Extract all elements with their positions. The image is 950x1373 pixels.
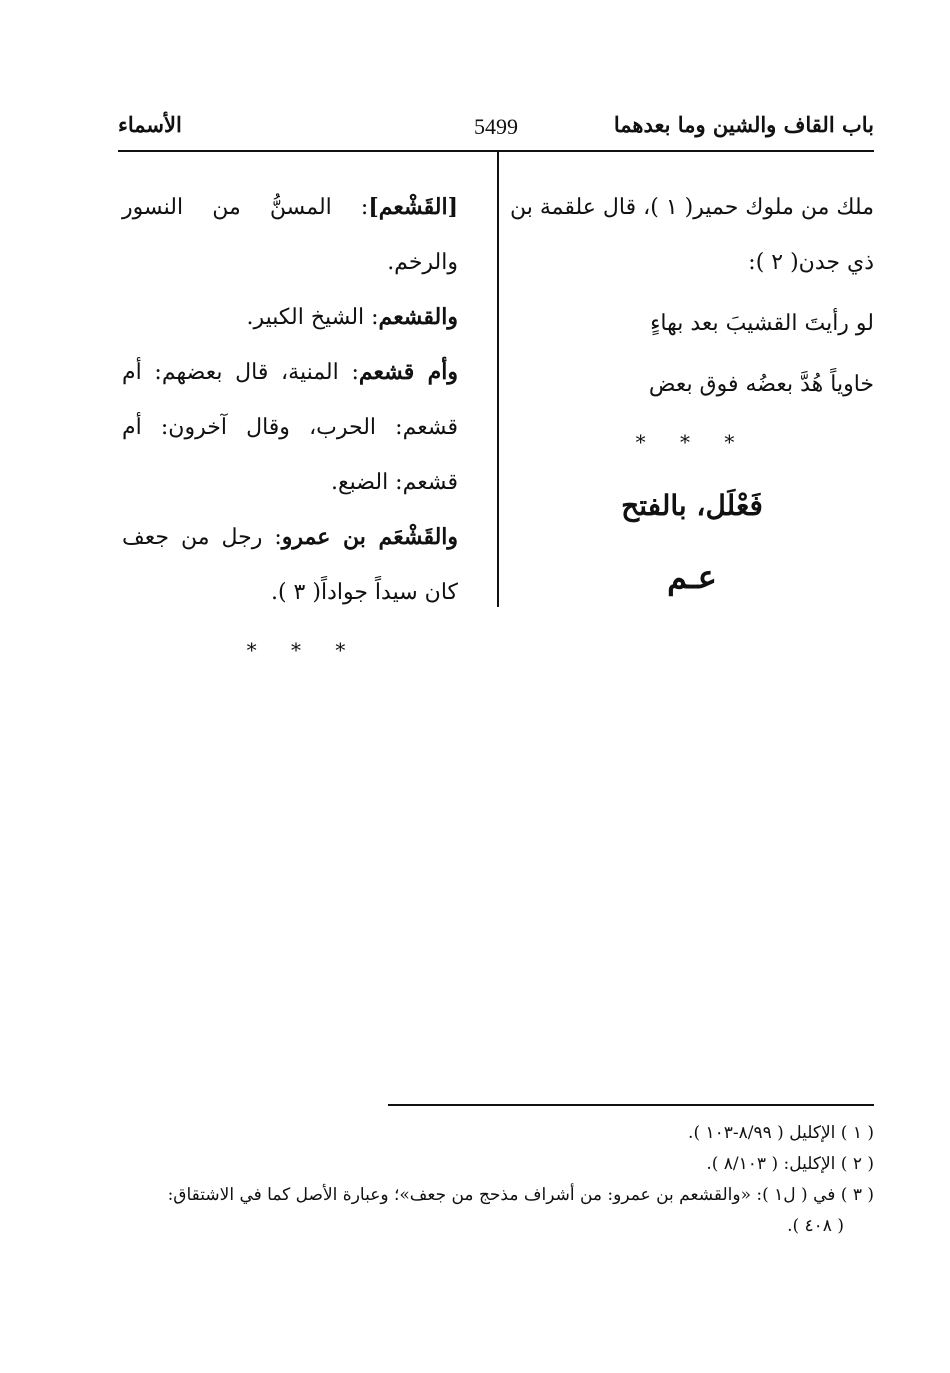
footnote: ( ٢ ) الإكليل: ( ٨/١٠٣ ). xyxy=(706,1154,874,1174)
verse-line: لو رأيتَ القشيبَ بعد بهاءٍ xyxy=(650,311,874,336)
left-column xyxy=(122,180,484,680)
text-line: ملك من ملوك حمير( ١ )، قال علقمة بن xyxy=(510,195,874,220)
entry-definition: : رجل من جعف كان سيداً جواداً( ٣ ). xyxy=(122,525,458,605)
text-line: ذي جدن( ٢ ): xyxy=(748,250,874,275)
footnotes xyxy=(118,1118,874,1242)
entry xyxy=(122,290,484,345)
entry-definition: : الشيخ الكبير. xyxy=(246,305,379,330)
section-heading: فَعْلَل، بالفتح xyxy=(621,489,763,522)
section-subheading: عـم xyxy=(667,558,717,596)
category-label: الأسماء xyxy=(118,112,182,137)
footnote: ( ١ ) الإكليل ( ٨/٩٩-١٠٣ ). xyxy=(688,1123,874,1143)
entry xyxy=(122,510,484,620)
section-title: باب القاف والشين وما بعدهما xyxy=(613,112,874,137)
footnote-continuation: ( ٤٠٨ ). xyxy=(787,1216,844,1236)
column-divider xyxy=(497,152,499,607)
page-number: 5499 xyxy=(474,114,518,139)
separator-stars: * * * xyxy=(635,430,749,454)
entry-headword: والقَشْعَم بن عمرو xyxy=(281,524,459,550)
entry-definition: : المسنُّ من النسور والرخم. xyxy=(122,195,458,275)
entry-headword: والقشعم xyxy=(378,304,458,330)
entry xyxy=(122,345,484,510)
footnote-rule xyxy=(388,1104,874,1106)
entry-headword: [القَشْعم] xyxy=(368,194,458,220)
entry-headword: وأم قشعم xyxy=(358,359,458,385)
entry-definition: : المنية، قال بعضهم: أم قشعم: الحرب، وقال آخرون: أم قشعم: الضبع. xyxy=(122,360,458,495)
page-header xyxy=(118,112,874,152)
header-rule xyxy=(118,150,874,152)
right-column xyxy=(510,180,874,614)
separator-stars: * * * xyxy=(246,638,360,662)
verse-line: خاوياً هُدَّ بعضُه فوق بعض xyxy=(648,372,874,397)
entry xyxy=(122,180,484,290)
footnote: ( ٣ ) في ( ل١ ): «والقشعم بن عمرو: من أشراف مذحج من جعف»؛ وعبارة الأصل كما في الاشتقاق: xyxy=(167,1185,874,1205)
